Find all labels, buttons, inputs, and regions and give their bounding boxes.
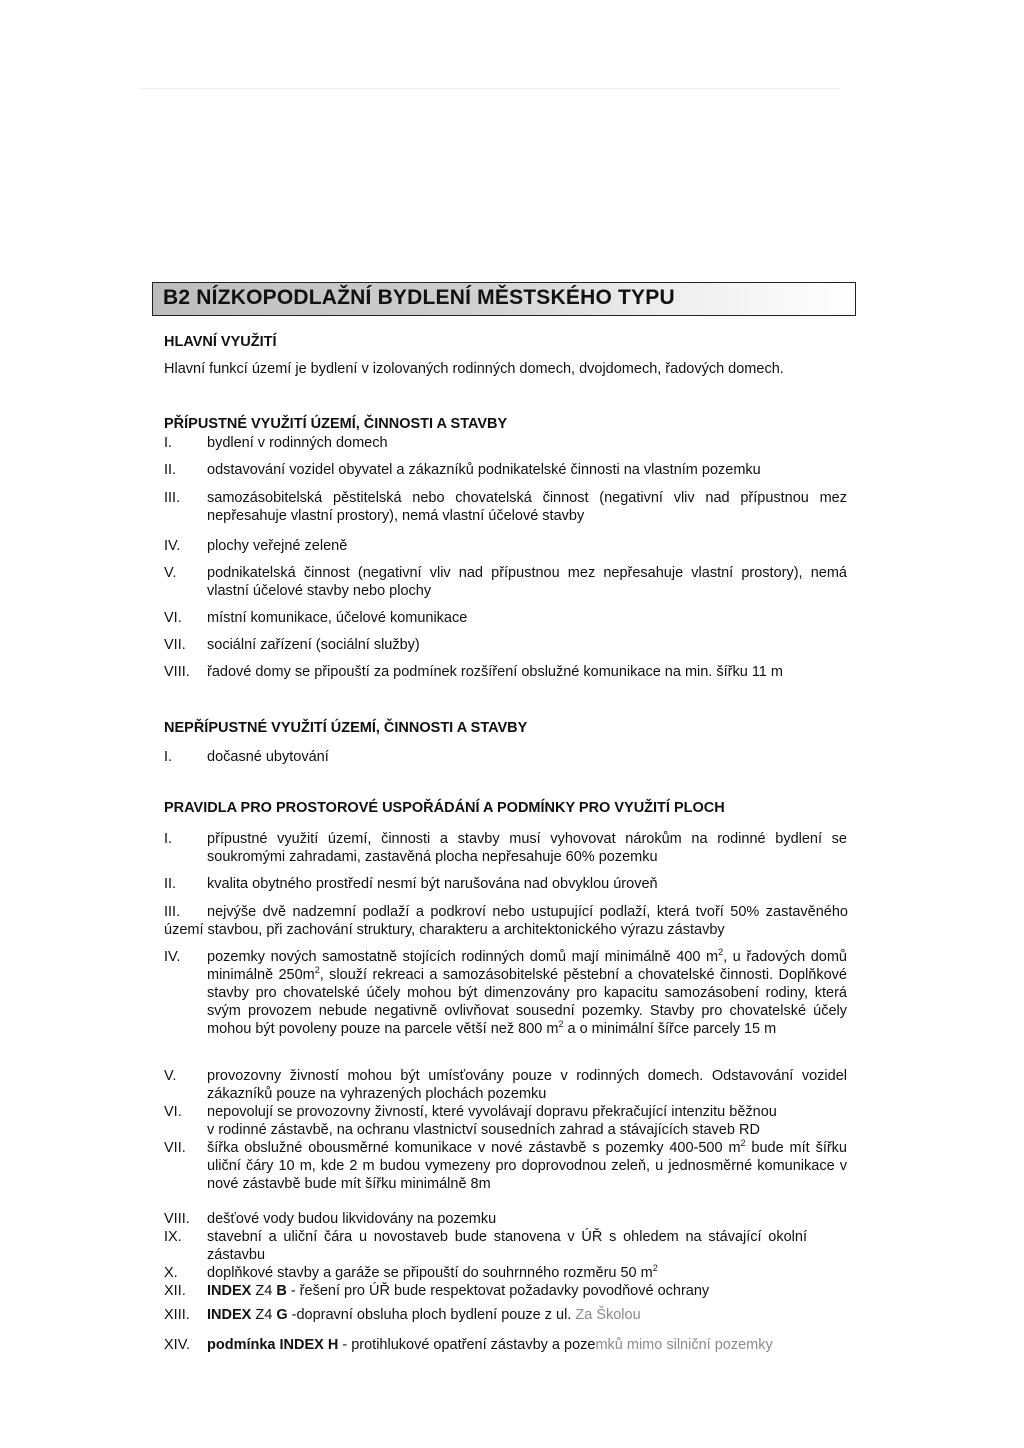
item-number: VI.	[164, 1104, 182, 1120]
rules-item-flow	[164, 903, 848, 939]
item-number: I.	[164, 831, 173, 847]
superscript: 2	[740, 1138, 746, 1148]
item-text: podnikatelská činnost (negativní vliv nad přípustnou mez nepřesahuje vlastní prostory), nemá vlastní účelové stavby nebo plochy	[207, 565, 847, 599]
item-text: přípustné využití území, činnosti a stavby musí vyhovovat nárokům na rodinné bydlení se soukromými zahradami, zastavěná plocha nepřesahuje 60% pozemku	[207, 831, 847, 865]
item-text	[207, 1336, 847, 1354]
text-part: pozemky nových samostatně stojících rodinných domů mají minimálně 400 m	[207, 949, 719, 965]
rules-heading: PRAVIDLA PRO PROSTOROVÉ USPOŘÁDÁNÍ A PODMÍNKY PRO VYUŽITÍ PLOCH	[164, 800, 725, 816]
item-number: XIV.	[164, 1337, 191, 1353]
item-number: VIII.	[164, 664, 190, 680]
item-text: stavební a uliční čára u novostaveb bude stanovena v ÚŘ s ohledem na stávající okolní zástavbu	[207, 1229, 807, 1263]
item-text	[207, 948, 847, 1038]
main-use-text: Hlavní funkcí území je bydlení v izolovaných rodinných domech, dvojdomech, řadových domech.	[164, 361, 784, 377]
faded-text: mků mimo silniční pozemky	[595, 1337, 773, 1353]
bold-text: INDEX	[207, 1283, 252, 1299]
item-text	[207, 1306, 847, 1324]
superscript: 2	[652, 1263, 658, 1273]
item-number: X.	[164, 1265, 178, 1281]
text-part: - protihlukové opatření zástavby a poze	[338, 1337, 596, 1353]
item-text: samozásobitelská pěstitelská nebo chovatelská činnost (negativní vliv nad přípustnou mez nepřesahuje vlastní prostory), nemá vlastní účelové stavby	[207, 490, 847, 524]
text-part: a o minimální šířce parcely 15 m	[563, 1021, 777, 1037]
item-number: VI.	[164, 610, 182, 626]
text-part: , u řadových domů minimálně 250m	[207, 949, 847, 983]
text-part: doplňkové stavby a garáže se připouští do souhrnného rozměru 50 m	[207, 1265, 653, 1281]
main-use-heading: HLAVNÍ VYUŽITÍ	[164, 334, 277, 350]
text-part: Z4	[251, 1283, 277, 1299]
text-part: -dopravní obsluha ploch bydlení pouze z ul.	[287, 1307, 576, 1323]
text-line: v rodinné zástavbě, na ochranu vlastnictví sousedních zahrad a stávajících staveb RD	[207, 1122, 760, 1138]
item-text: dočasné ubytování	[207, 749, 329, 765]
text-part: bude mít šířku uliční čáry 10 m, kde 2 m budou vymezeny pro doprovodnou zeleň, u jednosměrné komunikace v nové zástavbě bude mít šířku minimálně 8m	[207, 1140, 847, 1192]
bold-text: G	[276, 1307, 288, 1323]
item-text: kvalita obytného prostředí nesmí být narušována nad obvyklou úroveň	[207, 876, 658, 892]
section-title: B2 NÍZKOPODLAŽNÍ BYDLENÍ MĚSTSKÉHO TYPU	[163, 286, 675, 309]
item-text	[207, 1103, 847, 1139]
item-text	[207, 1139, 847, 1193]
scan-edge-line	[140, 88, 840, 89]
item-number: XII.	[164, 1283, 186, 1299]
text-line: nepovolují se provozovny živností, které vyvolávají dopravu překračující intenzitu běžnou	[207, 1104, 777, 1120]
text-part: - řešení pro ÚŘ bude respektovat požadavky povodňové ochrany	[286, 1283, 710, 1299]
item-number: VII.	[164, 1140, 186, 1156]
item-number: V.	[164, 1068, 177, 1084]
item-number: VIII.	[164, 1211, 190, 1227]
item-number: II.	[164, 876, 177, 892]
item-number: I.	[164, 749, 173, 765]
not-permitted-heading: NEPŘÍPUSTNÉ VYUŽITÍ ÚZEMÍ, ČINNOSTI A STAVBY	[164, 720, 528, 736]
text-part: Z4	[251, 1307, 277, 1323]
superscript: 2	[314, 965, 320, 975]
bold-text: INDEX	[207, 1307, 252, 1323]
item-number: III.	[164, 904, 181, 920]
faded-text: Za Školou	[575, 1307, 641, 1323]
item-text: provozovny živností mohou být umísťovány pouze v rodinných domech. Odstavování vozidel zákazníků pouze na vyhrazených plochách pozemku	[207, 1068, 847, 1102]
item-number: II.	[164, 462, 177, 478]
superscript: 2	[718, 947, 724, 957]
section-title-box	[152, 282, 856, 316]
superscript: 2	[558, 1019, 564, 1029]
item-number: IX.	[164, 1229, 182, 1245]
item-number: VII.	[164, 637, 186, 653]
item-number: I.	[164, 435, 173, 451]
text-part: šířka obslužné obousměrné komunikace v nové zástavbě s pozemky 400-500 m	[207, 1140, 741, 1156]
item-text	[207, 1282, 847, 1300]
item-number: III.	[164, 490, 181, 506]
text-part: , slouží rekreaci a samozásobitelské pěstební a chovatelské činnosti. Doplňkové stavby pro chovatelské účely mohou být dimenzovány pro kapacitu samozásobení rodiny, která svým provozem nebude negativně ovlivňovat sousední pozemky. Stavby pro chovatelské účely mohou být povoleny pouze na parcele větší než 800 m	[207, 967, 847, 1037]
item-text: dešťové vody budou likvidovány na pozemku	[207, 1211, 497, 1227]
item-text: bydlení v rodinných domech	[207, 435, 388, 451]
item-text: nejvýše dvě nadzemní podlaží a podkroví nebo ustupující podlaží, která tvoří 50% zastavěného území stavbou, při zachování struktury, charakteru a architektonického výrazu zástavby	[164, 904, 848, 938]
bold-text: B	[276, 1283, 287, 1299]
item-text	[207, 1264, 847, 1282]
item-text: místní komunikace, účelové komunikace	[207, 610, 468, 626]
bold-text: podmínka INDEX H	[207, 1337, 339, 1353]
item-number: V.	[164, 565, 177, 581]
item-text: sociální zařízení (sociální služby)	[207, 637, 420, 653]
item-text: řadové domy se připouští za podmínek rozšíření obslužné komunikace na min. šířku 11 m	[207, 664, 783, 680]
item-number: IV.	[164, 538, 181, 554]
item-number: IV.	[164, 949, 181, 965]
permitted-heading: PŘÍPUSTNÉ VYUŽITÍ ÚZEMÍ, ČINNOSTI A STAVBY	[164, 416, 508, 432]
item-text: plochy veřejné zeleně	[207, 538, 348, 554]
item-text: odstavování vozidel obyvatel a zákazníků podnikatelské činnosti na vlastním pozemku	[207, 462, 761, 478]
item-number: XIII.	[164, 1307, 190, 1323]
